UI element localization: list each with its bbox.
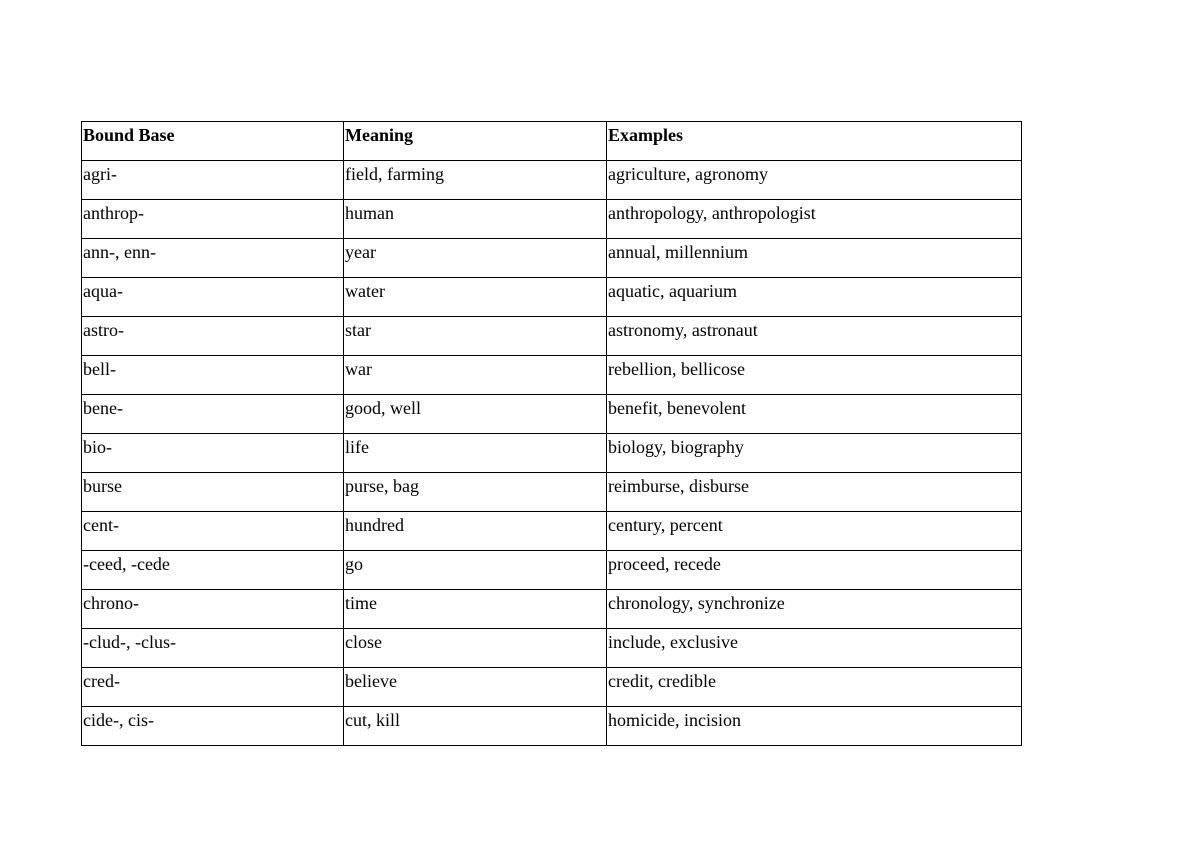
cell-meaning: water	[344, 278, 607, 317]
cell-examples: reimburse, disburse	[607, 473, 1022, 512]
cell-examples: aquatic, aquarium	[607, 278, 1022, 317]
cell-examples: biology, biography	[607, 434, 1022, 473]
cell-bound-base: agri-	[82, 161, 344, 200]
cell-bound-base: bell-	[82, 356, 344, 395]
cell-meaning: hundred	[344, 512, 607, 551]
cell-examples: benefit, benevolent	[607, 395, 1022, 434]
header-bound-base: Bound Base	[82, 122, 344, 161]
table-row	[82, 668, 1022, 707]
cell-examples: century, percent	[607, 512, 1022, 551]
cell-bound-base: aqua-	[82, 278, 344, 317]
cell-bound-base: -ceed, -cede	[82, 551, 344, 590]
table-row	[82, 473, 1022, 512]
cell-examples: anthropology, anthropologist	[607, 200, 1022, 239]
cell-examples: astronomy, astronaut	[607, 317, 1022, 356]
cell-bound-base: ann-, enn-	[82, 239, 344, 278]
cell-bound-base: anthrop-	[82, 200, 344, 239]
cell-examples: homicide, incision	[607, 707, 1022, 746]
header-meaning: Meaning	[344, 122, 607, 161]
table-row	[82, 590, 1022, 629]
cell-meaning: war	[344, 356, 607, 395]
cell-meaning: year	[344, 239, 607, 278]
cell-examples: agriculture, agronomy	[607, 161, 1022, 200]
cell-meaning: field, farming	[344, 161, 607, 200]
cell-bound-base: cred-	[82, 668, 344, 707]
cell-examples: chronology, synchronize	[607, 590, 1022, 629]
cell-meaning: cut, kill	[344, 707, 607, 746]
cell-examples: credit, credible	[607, 668, 1022, 707]
cell-bound-base: burse	[82, 473, 344, 512]
table-row	[82, 434, 1022, 473]
cell-bound-base: bene-	[82, 395, 344, 434]
cell-meaning: star	[344, 317, 607, 356]
table-row	[82, 512, 1022, 551]
cell-bound-base: bio-	[82, 434, 344, 473]
table-row	[82, 278, 1022, 317]
cell-examples: annual, millennium	[607, 239, 1022, 278]
cell-meaning: believe	[344, 668, 607, 707]
table-row	[82, 239, 1022, 278]
table-row	[82, 317, 1022, 356]
cell-meaning: good, well	[344, 395, 607, 434]
cell-meaning: close	[344, 629, 607, 668]
cell-examples: rebellion, bellicose	[607, 356, 1022, 395]
table-header-row	[82, 122, 1022, 161]
cell-bound-base: cent-	[82, 512, 344, 551]
header-examples: Examples	[607, 122, 1022, 161]
table-row	[82, 629, 1022, 668]
table-row	[82, 161, 1022, 200]
cell-meaning: go	[344, 551, 607, 590]
bound-base-table	[81, 121, 1022, 746]
cell-meaning: purse, bag	[344, 473, 607, 512]
table-row	[82, 356, 1022, 395]
cell-bound-base: astro-	[82, 317, 344, 356]
cell-meaning: life	[344, 434, 607, 473]
cell-examples: include, exclusive	[607, 629, 1022, 668]
table-row	[82, 707, 1022, 746]
table-row	[82, 551, 1022, 590]
cell-bound-base: chrono-	[82, 590, 344, 629]
table-row	[82, 200, 1022, 239]
cell-bound-base: -clud-, -clus-	[82, 629, 344, 668]
cell-examples: proceed, recede	[607, 551, 1022, 590]
cell-bound-base: cide-, cis-	[82, 707, 344, 746]
cell-meaning: time	[344, 590, 607, 629]
cell-meaning: human	[344, 200, 607, 239]
table-row	[82, 395, 1022, 434]
